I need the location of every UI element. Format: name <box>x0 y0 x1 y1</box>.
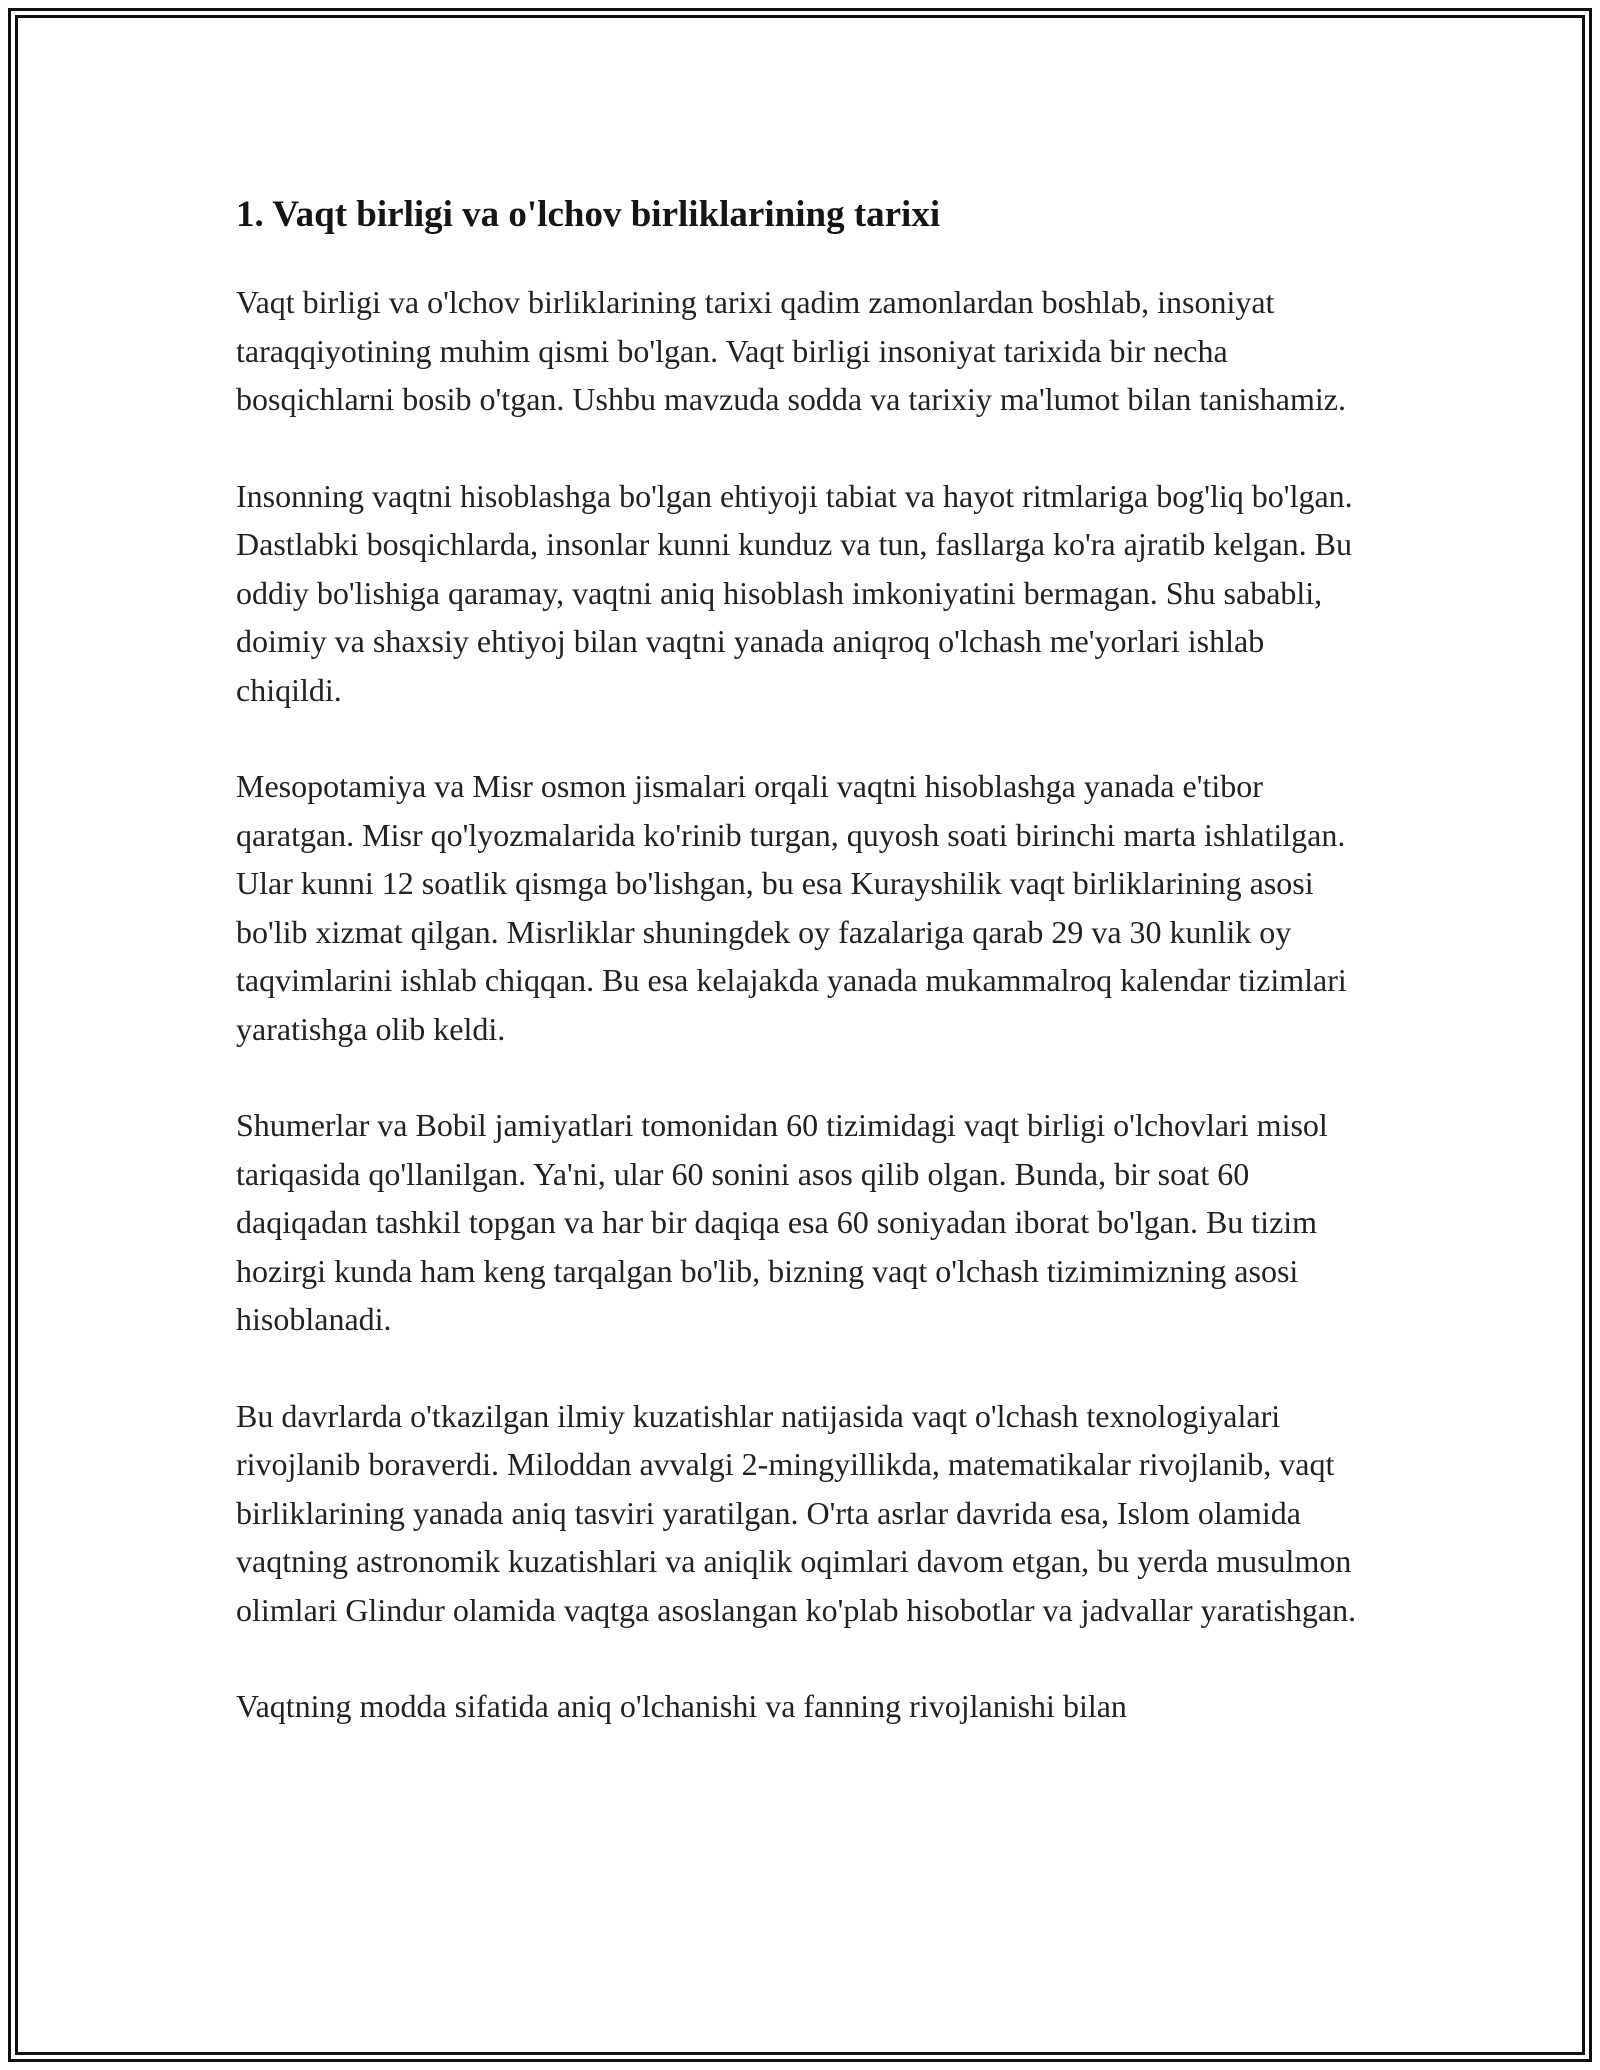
paragraph-3: Mesopotamiya va Misr osmon jismalari orqali vaqtni hisoblashga yanada e'tibor qaratgan. Misr qo'lyozmalarida ko'rinib turgan, quyosh soati birinchi marta ishlatilgan. Ular kunni 12 soatlik qismga bo'lishgan, bu esa Kurayshilik vaqt birliklarining asosi bo'lib xizmat qilgan. Misrliklar shuningdek oy fazalariga qarab 29 va 30 kunlik oy taqvimlarini ishlab chiqqan. Bu esa kelajakda yanada mukammalroq kalendar tizimlari yaratishga olib keldi. <box>236 768 1347 1047</box>
paragraph-6: Vaqtning modda sifatida aniq o'lchanishi va fanning rivojlanishi bilan <box>236 1688 1127 1724</box>
paragraph-4: Shumerlar va Bobil jamiyatlari tomonidan 60 tizimidagi vaqt birligi o'lchovlari misol tariqasida qo'llanilgan. Ya'ni, ular 60 sonini asos qilib olgan. Bunda, bir soat 60 daqiqadan tashkil topgan va har bir daqiqa esa 60 soniyadan iborat bo'lgan. Bu tizim hozirgi kunda ham keng tarqalgan bo'lib, bizning vaqt o'lchash tizimimizning asosi hisoblanadi. <box>236 1107 1328 1337</box>
paragraph-5: Bu davrlarda o'tkazilgan ilmiy kuzatishlar natijasida vaqt o'lchash texnologiyalari rivojlanib boraverdi. Miloddan avvalgi 2-mingyillikda, matematikalar rivojlanib, vaqt birliklarining yanada aniq tasviri yaratilgan. O'rta asrlar davrida esa, Islom olamida vaqtning astronomik kuzatishlari va aniqlik oqimlari davom etgan, bu yerda musulmon olimlari Glindur olamida vaqtga asoslangan ko'plab hisobotlar va jadvallar yaratishgan. <box>236 1397 1357 1628</box>
paragraph-2: Insonning vaqtni hisoblashga bo'lgan ehtiyoji tabiat va hayot ritmlariga bog'liq bo'lgan. Dastlabki bosqichlarda, insonlar kunni kunduz va tun, fasllarga ko'ra ajratib kelgan. Bu oddiy bo'lishiga qaramay, vaqtni aniq hisoblash imkoniyatini bermagan. Shu sababli, doimiy va shaxsiy ehtiyoj bilan vaqtni yanada aniqroq o'lchash me'yorlari ishlab chiqildi. <box>236 477 1353 708</box>
section-heading: 1. Vaqt birligi va o'lchov birliklarining tarixi <box>236 194 941 235</box>
paragraph-1: Vaqt birligi va o'lchov birliklarining tarixi qadim zamonlardan boshlab, insoniyat taraqqiyotining muhim qismi bo'lgan. Vaqt birligi insoniyat tarixida bir necha bosqichlarni bosib o'tgan. Ushbu mavzuda sodda va tarixiy ma'lumot bilan tanishamiz. <box>236 284 1346 417</box>
document-body <box>236 188 1366 1779</box>
